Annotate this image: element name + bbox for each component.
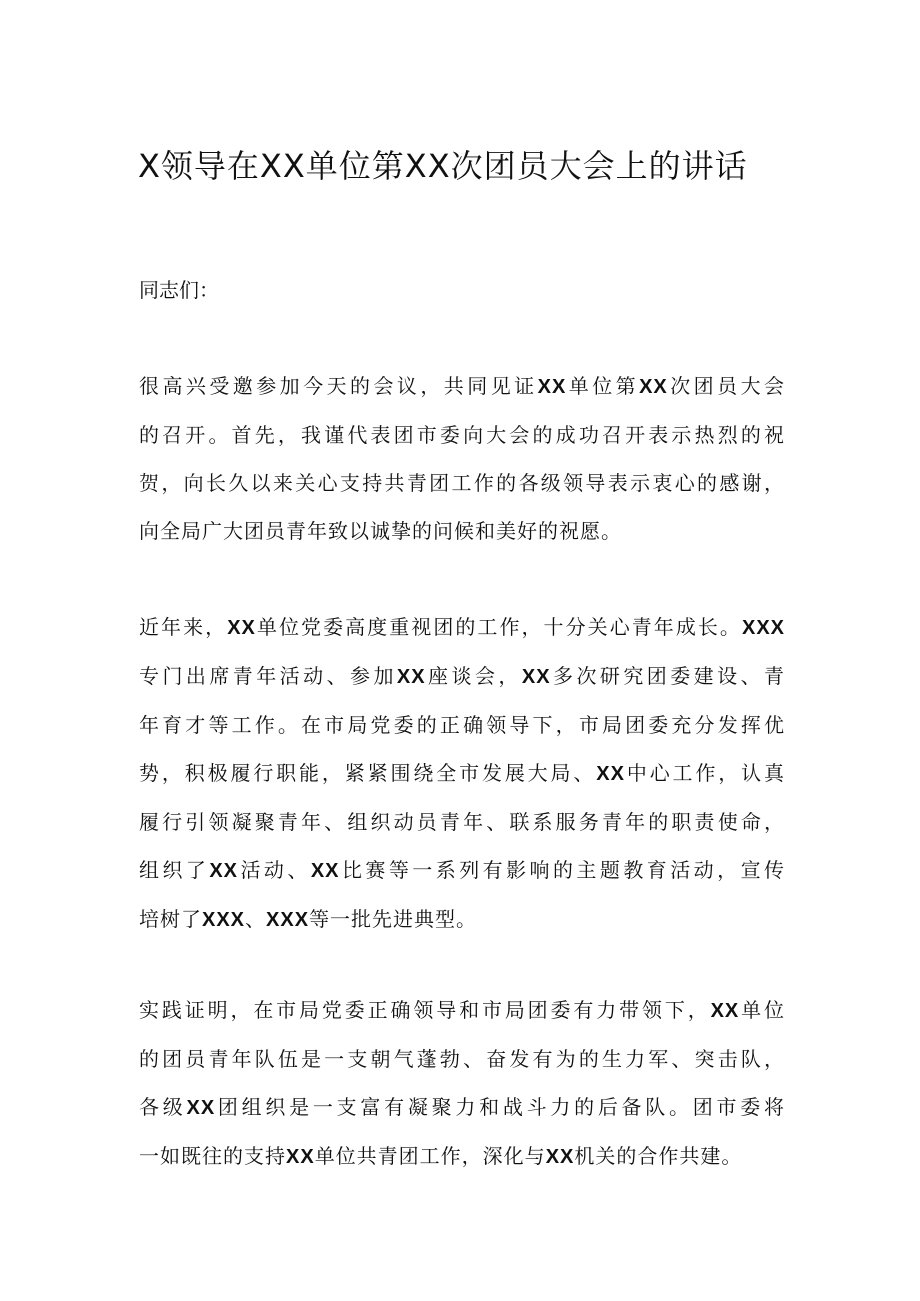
paragraph-line: 势，积极履行职能，紧紧围绕全市发展大局、XX中心工作，认真 bbox=[139, 761, 786, 785]
paragraph-line: 履行引领凝聚青年、组织动员青年、联系服务青年的职责使命， bbox=[139, 810, 785, 834]
paragraph-2 bbox=[139, 603, 785, 944]
paragraph-1 bbox=[139, 362, 785, 555]
paragraph-line: 专门出席青年活动、参加XX座谈会，XX多次研究团委建设、青 bbox=[139, 664, 786, 688]
paragraph-line: 组织了XX活动、XX比赛等一系列有影响的主题教育活动，宣传 bbox=[139, 858, 786, 882]
paragraph-line: 年育才等工作。在市局党委的正确领导下，市局团委充分发挥优 bbox=[139, 713, 785, 737]
paragraph-line: 的团员青年队伍是一支朝气蓬勃、奋发有为的生力军、突击队， bbox=[139, 1047, 785, 1071]
paragraph-line: 向全局广大团员青年致以诚挚的问候和美好的祝愿。 bbox=[139, 519, 622, 543]
paragraph-line: 各级XX团组织是一支富有凝聚力和战斗力的后备队。团市委将 bbox=[139, 1095, 786, 1119]
paragraph-line: 实践证明，在市局党委正确领导和市局团委有力带领下，XX单位 bbox=[139, 998, 786, 1022]
paragraph-line: 近年来，XX单位党委高度重视团的工作，十分关心青年成长。XXX bbox=[139, 615, 786, 639]
paragraph-line: 的召开。首先，我谨代表团市委向大会的成功召开表示热烈的祝 bbox=[139, 423, 785, 447]
paragraph-3 bbox=[139, 986, 785, 1181]
document-title: X领导在XX单位第XX次团员大会上的讲话 bbox=[138, 147, 748, 185]
paragraph-line: 培树了XXX、XXX等一批先进典型。 bbox=[139, 907, 478, 931]
salutation: 同志们： bbox=[139, 278, 219, 302]
paragraph-line: 很高兴受邀参加今天的会议，共同见证XX单位第XX次团员大会 bbox=[139, 374, 786, 398]
paragraph-line: 一如既往的支持XX单位共青团工作，深化与XX机关的合作共建。 bbox=[139, 1144, 743, 1168]
paragraph-line: 贺，向长久以来关心支持共青团工作的各级领导表示衷心的感谢， bbox=[139, 471, 785, 495]
